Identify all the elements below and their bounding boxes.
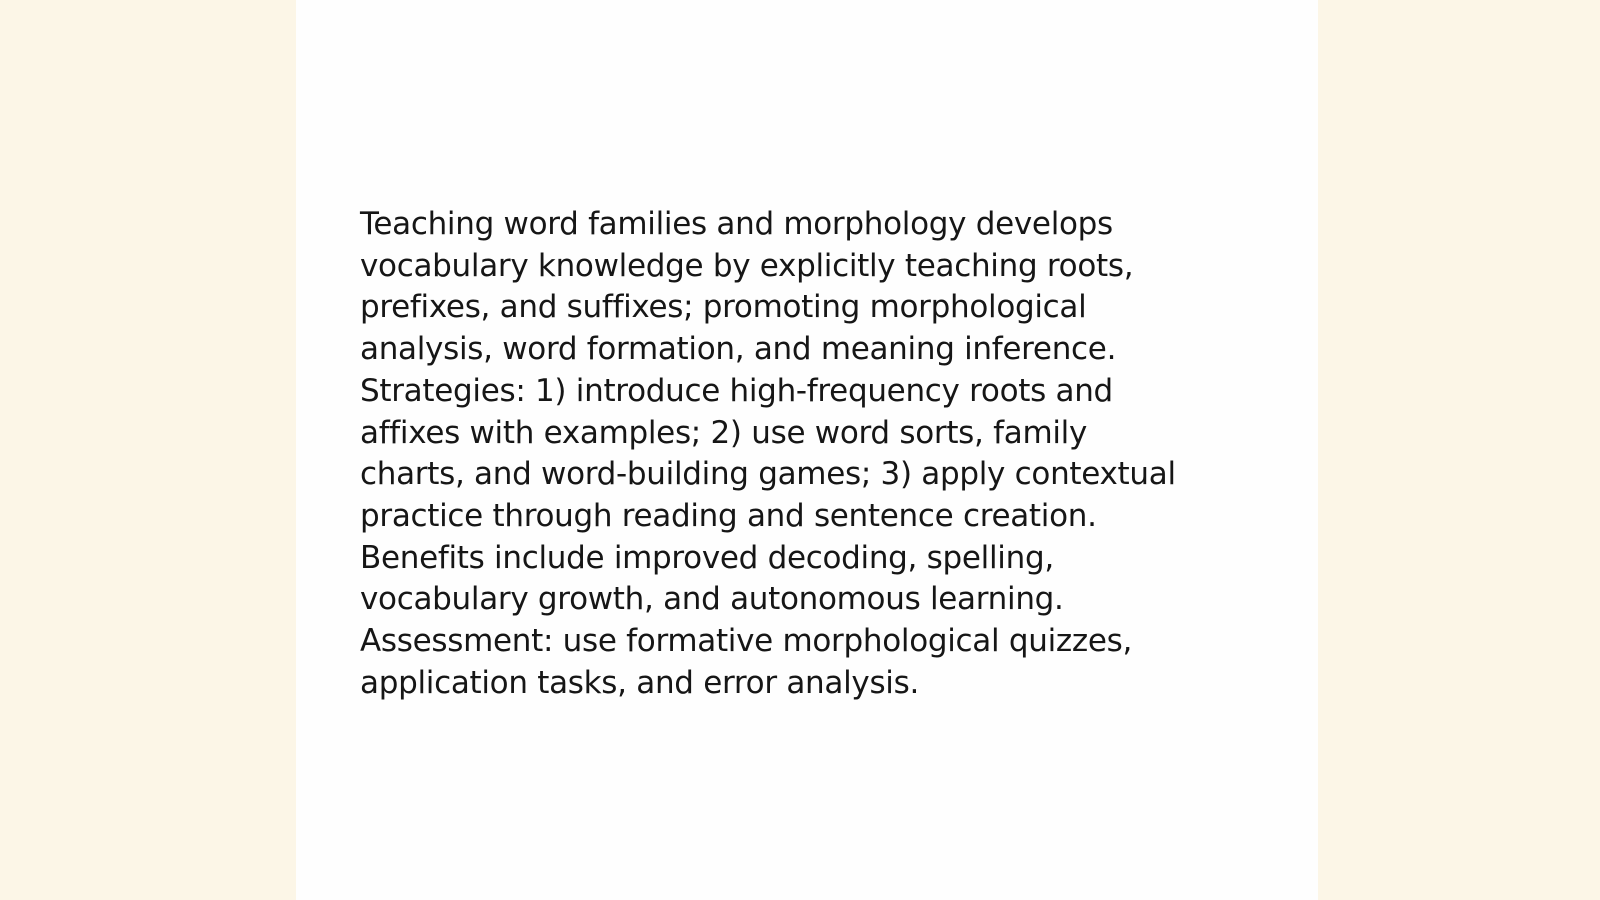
text-line: Benefits include improved decoding, spelling, bbox=[360, 539, 1054, 576]
slide-body-text bbox=[360, 204, 1260, 704]
text-line: vocabulary growth, and autonomous learning. bbox=[360, 581, 1064, 618]
text-line: analysis, word formation, and meaning inference. bbox=[360, 331, 1117, 368]
text-line: application tasks, and error analysis. bbox=[360, 664, 920, 701]
text-line: Teaching word families and morphology develops bbox=[360, 206, 1113, 242]
text-line: vocabulary knowledge by explicitly teaching roots, bbox=[360, 247, 1134, 284]
text-line: Assessment: use formative morphological quizzes, bbox=[360, 623, 1133, 660]
text-line: charts, and word-building games; 3) apply contextual bbox=[360, 456, 1176, 493]
slide-canvas bbox=[296, 0, 1318, 900]
text-line: prefixes, and suffixes; promoting morphological bbox=[360, 289, 1087, 326]
text-line: Strategies: 1) introduce high-frequency roots and bbox=[360, 372, 1113, 409]
text-line: practice through reading and sentence creation. bbox=[360, 497, 1097, 534]
text-line: affixes with examples; 2) use word sorts, family bbox=[360, 414, 1088, 451]
